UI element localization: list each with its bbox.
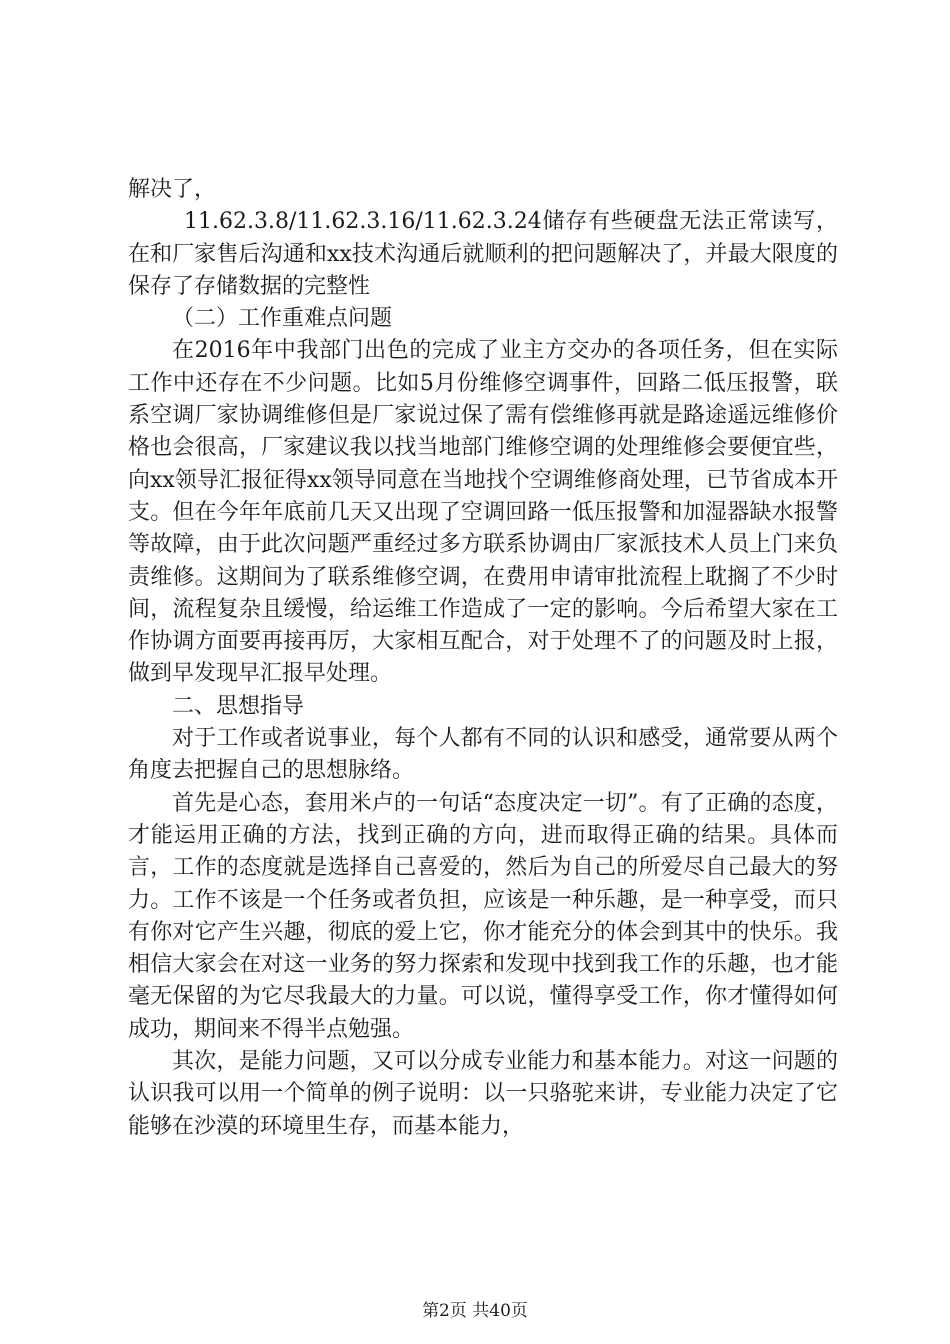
section-heading-key-issues: （二）工作重难点问题 [172, 306, 393, 332]
paragraph-ability: 其次，是能力问题，又可以分成专业能力和基本能力。对这一问题的认识我可以用一个简单的例子说明：以一只骆驼来讲，专业能力决定了它能够在沙漠的环境里生存，而基本能力， [128, 1049, 838, 1139]
paragraph-attitude: 首先是心态，套用米卢的一句话“态度决定一切”。有了正确的态度，才能运用正确的方法，找到正确的方向，进而取得正确的结果。具体而言，工作的态度就是选择自己喜爱的，然后为自己的所爱尽自己最大的努力。工作不该是一个任务或者负担，应该是一种乐趣，是一种享受，而只有你对它产生兴趣，彻底的爱上它，你才能充分的体会到其中的快乐。我相信大家会在对这一业务的努力探索和发现中找到我工作的乐趣，也才能毫无保留的为它尽我最大的力量。可以说，懂得享受工作，你才懂得如何成功，期间来不得半点勉强。 [128, 790, 838, 1042]
paragraph-guidance-intro: 对于工作或者说事业，每个人都有不同的认识和感受，通常要从两个角度去把握自己的思想脉络。 [128, 726, 838, 784]
section-heading-guidance: 二、思想指导 [172, 693, 305, 719]
document-body [128, 174, 838, 1143]
page-footer: 第2页 共40页 [422, 1301, 528, 1321]
paragraph-continuation: 解决了， [128, 177, 217, 202]
paragraph-storage-issue: 11.62.3.8/11.62.3.16/11.62.3.24储存有些硬盘无法正常读写，在和厂家售后沟通和xx技术沟通后就顺利的把问题解决了，并最大限度的保存了存储数据的完整性 [128, 209, 838, 299]
paragraph-key-issues: 在2016年中我部门出色的完成了业主方交办的各项任务，但在实际工作中还存在不少问题。比如5月份维修空调事件，回路二低压报警，联系空调厂家协调维修但是厂家说过保了需有偿维修再就是路途遥远维修价格也会很高，厂家建议我以找当地部门维修空调的处理维修会要便宜些，向xx领导汇报征得xx领导同意在当地找个空调维修商处理，已节省成本开支。但在今年年底前几天又出现了空调回路一低压报警和加湿器缺水报警等故障，由于此次问题严重经过多方联系协调由厂家派技术人员上门来负责维修。这期间为了联系维修空调，在费用申请审批流程上耽搁了不少时间，流程复杂且缓慢，给运维工作造成了一定的影响。今后希望大家在工作协调方面要再接再厉，大家相互配合，对于处理不了的问题及时上报，做到早发现早汇报早处理。 [128, 338, 838, 687]
